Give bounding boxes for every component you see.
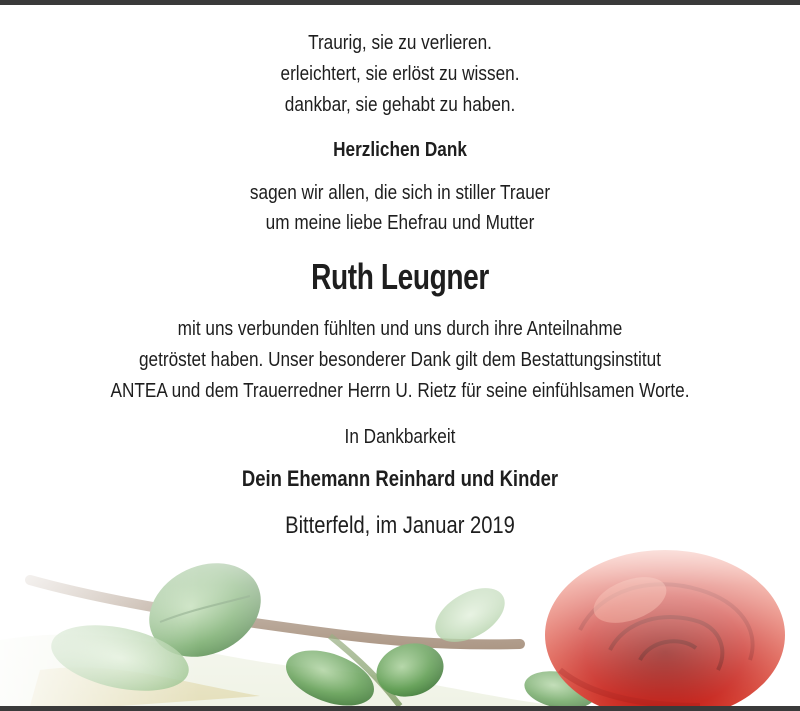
body-line-3: ANTEA und dem Trauerredner Herrn U. Rietz für seine einfühlsamen Worte. xyxy=(110,380,690,402)
body-line-2: getröstet haben. Unser besonderer Dank gilt dem Bestattungsinstitut xyxy=(138,349,662,371)
place-date: Bitterfeld, im Januar 2019 xyxy=(285,512,515,539)
signature: Dein Ehemann Reinhard und Kinder xyxy=(241,466,559,491)
deceased-name: Ruth Leugner xyxy=(311,256,489,297)
intro-line-1: sagen wir allen, die sich in stiller Trauer xyxy=(249,182,551,204)
intro-text xyxy=(56,178,744,238)
body-text xyxy=(56,314,744,407)
body-line-1: mit uns verbunden fühlten und uns durch ihre Anteilnahme xyxy=(177,318,623,340)
rose-illustration xyxy=(0,520,800,706)
verse-line-1: Traurig, sie zu verlieren. xyxy=(308,32,492,54)
verse-line-3: dankbar, sie gehabt zu haben. xyxy=(284,94,516,116)
verse-line-2: erleichtert, sie erlöst zu wissen. xyxy=(280,63,520,85)
thanks-heading: Herzlichen Dank xyxy=(333,139,467,161)
top-border xyxy=(0,0,800,5)
notice-text xyxy=(0,28,800,542)
verse xyxy=(56,28,744,121)
bottom-border xyxy=(0,706,800,711)
intro-line-2: um meine liebe Ehefrau und Mutter xyxy=(265,212,535,234)
closing-text: In Dankbarkeit xyxy=(344,426,456,448)
